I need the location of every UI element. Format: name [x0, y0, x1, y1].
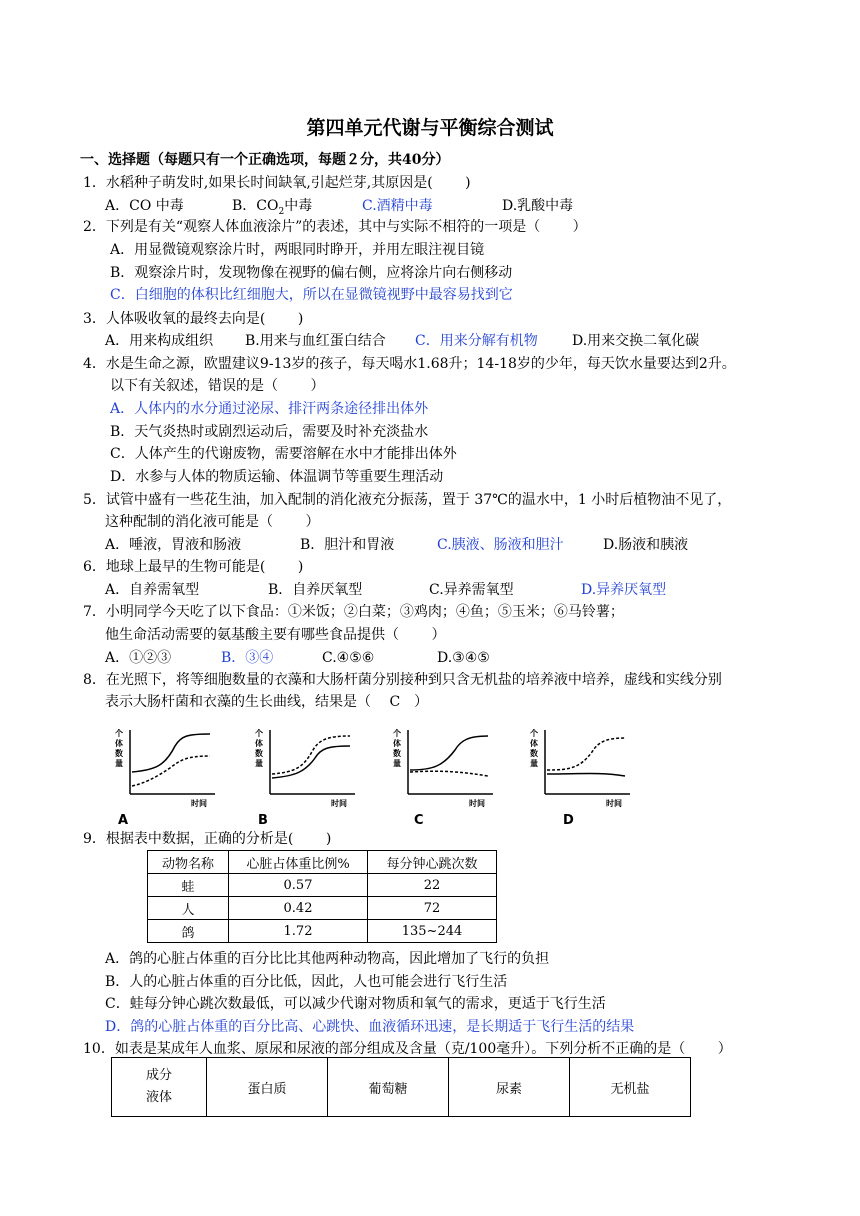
graph-c-dashed-curve — [410, 771, 488, 776]
q3-option-c: C．用来分解有机物 — [415, 333, 538, 349]
q9-header-animal: 动物名称 — [148, 851, 229, 874]
table-row — [148, 874, 497, 897]
q5-option-a: A．唾液，胃液和肠液 — [105, 537, 242, 553]
graph-c-label: C — [414, 813, 424, 828]
graph-d — [530, 728, 640, 824]
q9-option-c: C．蛙每分钟心跳次数最低，可以减少代谢对物质和氧气的需求，更适于飞行生活 — [105, 996, 606, 1012]
q4-option-b: B．天气炎热时或剧烈运动后，需要及时补充淡盐水 — [110, 424, 429, 440]
q3-option-a: A．用来构成组织 — [105, 333, 214, 349]
graph-b-ylabel-4: 量 — [255, 759, 263, 768]
q1-option-c: C.酒精中毒 — [362, 198, 433, 214]
q7-stem-cont: 他生命活动需要的氨基酸主要有哪些食品提供（ ） — [105, 627, 446, 643]
q9-cell: 人 — [148, 897, 229, 920]
q9-header-ratio: 心脏占体重比例% — [229, 851, 368, 874]
graph-d-solid-curve — [547, 774, 625, 777]
q2-option-a: A．用显微镜观察涂片时，两眼同时睁开，并用左眼注视目镜 — [110, 242, 485, 258]
q4-option-c: C．人体产生的代谢废物，需要溶解在水中才能排出体外 — [110, 446, 457, 462]
q7-option-d: D.③④⑤ — [437, 650, 490, 666]
graph-a-solid-curve — [132, 734, 210, 772]
q1-option-a: A．CO 中毒 — [105, 198, 184, 214]
q10-header-glucose: 葡萄糖 — [328, 1058, 449, 1117]
graph-a-ylabel-4: 量 — [115, 759, 123, 768]
graph-d-ylabel-2: 体 — [530, 739, 538, 748]
q5-stem: 5．试管中盛有一些花生油，加入配制的消化液充分振荡，置于 37℃的温水中，1 小时后植物油不见了， — [83, 492, 732, 508]
q4-stem: 4．水是生命之源，欧盟建议9-13岁的孩子，每天喝水1.68升；14-18岁的少年，每天饮水量要达到2升。 — [83, 356, 736, 372]
graph-b-ylabel-2: 体 — [255, 739, 263, 748]
section-heading: 一、选择题（每题只有一个正确选项，每题２分，共40分） — [80, 152, 450, 168]
graph-a — [115, 728, 225, 824]
q7-option-a: A．①②③ — [105, 650, 172, 666]
q9-cell: 鸽 — [148, 920, 229, 943]
q9-option-a: A．鸽的心脏占体重的百分比比其他两种动物高，因此增加了飞行的负担 — [105, 951, 550, 967]
q9-cell: 72 — [368, 897, 497, 920]
graph-c-ylabel-3: 数 — [393, 749, 401, 758]
q6-option-a: A．自养需氧型 — [105, 582, 200, 598]
graph-c-solid-curve — [410, 736, 488, 770]
q3-option-b: B.用来与血红蛋白结合 — [245, 333, 386, 349]
q10-corner-bottom: 液体 — [145, 1090, 172, 1105]
q6-stem: 6．地球上最早的生物可能是( ) — [83, 559, 304, 575]
graph-c-xlabel: 时间 — [469, 799, 485, 808]
graph-d-ylabel-4: 量 — [530, 759, 538, 768]
graph-a-xlabel: 时间 — [191, 799, 207, 808]
q9-header-beats: 每分钟心跳次数 — [368, 851, 497, 874]
graph-c — [393, 728, 503, 824]
q9-stem: 9．根据表中数据，正确的分析是( ) — [83, 831, 332, 847]
q9-cell: 135~244 — [368, 920, 497, 943]
graph-b-dashed-curve — [272, 736, 350, 774]
q10-corner-top: 成分 — [145, 1068, 172, 1083]
q7-stem: 7．小明同学今天吃了以下食品：①米饭；②白菜；③鸡肉；④鱼；⑤玉米；⑥马铃薯； — [83, 604, 624, 620]
q4-option-a: A．人体内的水分通过泌尿、排汗两条途径排出体外 — [110, 401, 429, 417]
q9-cell: 蛙 — [148, 874, 229, 897]
page-title: 第四单元代谢与平衡综合测试 — [306, 117, 554, 139]
q5-option-d: D.肠液和胰液 — [603, 537, 689, 553]
q5-stem-cont: 这种配制的消化液可能是（ ） — [105, 514, 320, 530]
q9-cell: 0.42 — [229, 897, 368, 920]
q4-option-d: D．水参与人体的物质运输、体温调节等重要生理活动 — [110, 469, 444, 485]
q10-header-urea: 尿素 — [449, 1058, 570, 1117]
q8-stem: 8．在光照下，将等细胞数量的衣藻和大肠杆菌分别接种到只含无机盐的培养液中培养，虚线和实线分别 — [83, 672, 722, 688]
q2-option-b: B．观察涂片时，发现物像在视野的偏右侧，应将涂片向右侧移动 — [110, 265, 513, 281]
q9-table — [147, 850, 497, 943]
q10-table — [111, 1057, 691, 1117]
graph-d-ylabel-1: 个 — [530, 729, 538, 738]
graph-a-ylabel-3: 数 — [115, 749, 123, 758]
table-row — [148, 897, 497, 920]
graph-b-label: B — [258, 813, 268, 828]
graph-b-ylabel-3: 数 — [255, 749, 263, 758]
q9-cell: 0.57 — [229, 874, 368, 897]
q10-header-protein: 蛋白质 — [207, 1058, 328, 1117]
q3-stem: 3．人体吸收氧的最终去向是( ) — [83, 311, 304, 327]
q5-option-c: C.胰液、肠液和胆汁 — [437, 537, 564, 553]
q7-option-c: C.④⑤⑥ — [322, 650, 375, 666]
q6-option-b: B．自养厌氧型 — [268, 582, 363, 598]
q8-stem-cont: 表示大肠杆菌和衣藻的生长曲线，结果是（ C ） — [105, 694, 429, 710]
q4-stem-cont: 以下有关叙述，错误的是（ ） — [110, 378, 325, 394]
table-row — [148, 920, 497, 943]
q2-stem: 2．下列是有关“观察人体血液涂片”的表述，其中与实际不相符的一项是（ ） — [83, 219, 587, 235]
graph-c-ylabel-1: 个 — [393, 729, 401, 738]
graph-b-ylabel-1: 个 — [255, 729, 263, 738]
q1-option-b: B．$CO_2$中毒 — [232, 198, 313, 217]
q10-corner-cell — [112, 1058, 207, 1117]
table-row — [112, 1058, 691, 1117]
graph-a-label: A — [118, 813, 129, 828]
q5-option-b: B．胆汁和胃液 — [300, 537, 395, 553]
q1-option-d: D.乳酸中毒 — [502, 198, 574, 214]
q9-option-b: B．人的心脏占体重的百分比低，因此，人也可能会进行飞行生活 — [105, 974, 508, 990]
graph-d-xlabel: 时间 — [606, 799, 622, 808]
graph-a-ylabel-1: 个 — [115, 729, 123, 738]
graph-b — [255, 728, 365, 824]
q3-option-d: D.用来交换二氧化碳 — [572, 333, 700, 349]
graph-d-ylabel-3: 数 — [530, 749, 538, 758]
q6-option-c: C.异养需氧型 — [429, 582, 514, 598]
q10-stem: 10．如表是某成年人血浆、原尿和尿液的部分组成及含量（克/100毫升）。下列分析不正确的是（ ） — [83, 1041, 732, 1057]
q9-cell: 22 — [368, 874, 497, 897]
graph-c-ylabel-4: 量 — [393, 759, 401, 768]
graph-d-label: D — [563, 813, 574, 828]
q10-header-salts: 无机盐 — [570, 1058, 691, 1117]
graph-a-ylabel-2: 体 — [115, 739, 123, 748]
q7-option-b: B．③④ — [221, 650, 274, 666]
q9-option-d: D．鸽的心脏占体重的百分比高、心跳快、血液循环迅速，是长期适于飞行生活的结果 — [105, 1019, 635, 1035]
graph-d-dashed-curve — [547, 738, 625, 770]
graph-c-ylabel-2: 体 — [393, 739, 401, 748]
table-row — [148, 851, 497, 874]
q2-option-c: C．白细胞的体积比红细胞大，所以在显微镜视野中最容易找到它 — [110, 287, 513, 303]
q6-option-d: D.异养厌氧型 — [581, 582, 667, 598]
graph-b-xlabel: 时间 — [331, 799, 347, 808]
q9-cell: 1.72 — [229, 920, 368, 943]
q1-stem: 1．水稻种子萌发时,如果长时间缺氧,引起烂芽,其原因是( ) — [83, 175, 471, 191]
